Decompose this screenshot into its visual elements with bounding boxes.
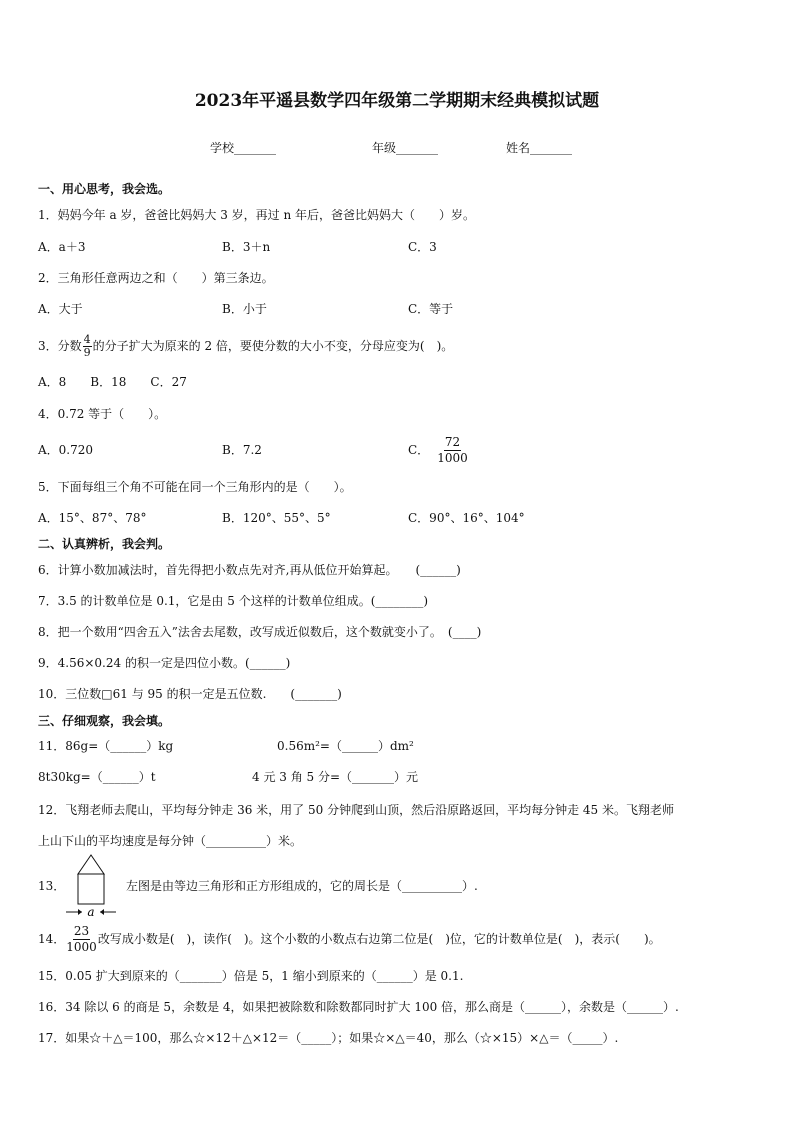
q1-option-c: C．3 (408, 240, 437, 254)
question-2: 2．三角形任意两边之和（ ）第三条边。 (38, 271, 274, 285)
q3-denominator: 9 (83, 346, 91, 359)
triangle-square-figure (62, 852, 120, 920)
figure-triangle (78, 855, 104, 874)
q2-option-a: A．大于 (38, 302, 83, 316)
section-heading-1: 一、用心思考，我会选。 (38, 182, 171, 196)
question-12-line-1: 12．飞翔老师去爬山，平均每分钟走 36 米，用了 50 分钟爬到山顶，然后沿原路返回，平均每分钟走 45 米。飞翔老师 (38, 803, 674, 817)
q2-option-c: C．等于 (408, 302, 454, 316)
question-12-line-2: 上山下山的平均速度是每分钟（__________）米。 (38, 834, 303, 848)
question-11-c: 8t30kg=（______）t (38, 770, 156, 784)
question-13: 左图是由等边三角形和正方形组成的，它的周长是（__________）. (126, 879, 478, 893)
q4-option-c (408, 432, 469, 468)
question-1: 1．妈妈今年 a 岁，爸爸比妈妈大 3 岁，再过 n 年后，爸爸比妈妈大（ ）岁。 (38, 208, 476, 222)
section-heading-3: 三、仔细观察，我会填。 (38, 714, 171, 728)
q3-options: A．8 B．18 C．27 (38, 375, 187, 389)
q1-option-a: A．a＋3 (38, 240, 86, 254)
page-title: 2023年平遥县数学四年级第二学期期末经典模拟试题 (194, 91, 600, 111)
question-17: 17．如果☆＋△＝100，那么☆×12＋△×12＝（_____）；如果☆×△＝40，那么（☆×15）×△＝（_____）. (38, 1031, 619, 1045)
question-11-b: 0.56m²=（______）dm² (277, 739, 414, 753)
question-13-number: 13． (38, 879, 66, 893)
question-9: 9．4.56×0.24 的积一定是四位小数。(______) (38, 656, 291, 670)
dimension-arrowhead-right (100, 909, 104, 915)
q2-option-b: B．小于 (222, 302, 267, 316)
q5-option-c: C．90°、16°、104° (408, 511, 525, 525)
dimension-arrowhead-left (78, 909, 82, 915)
q1-option-b: B．3＋n (222, 240, 271, 254)
question-4: 4．0.72 等于（ ）。 (38, 407, 167, 421)
q3-suffix: 的分子扩大为原来的 2 倍，要使分数的大小不变，分母应变为( )。 (92, 339, 454, 353)
q14-fraction (66, 924, 97, 955)
question-11-a: 11．86g=（______）kg (38, 739, 174, 753)
question-14 (38, 923, 661, 955)
dimension-label-a: a (87, 905, 95, 919)
question-3 (38, 331, 453, 361)
q4-c-numerator: 72 (444, 435, 461, 449)
q3-numerator: 4 (83, 333, 91, 346)
q14-numerator: 23 (73, 924, 90, 938)
question-16: 16．34 除以 6 的商是 5，余数是 4，如果把被除数和除数都同时扩大 100 倍，那么商是（______），余数是（______）. (38, 1000, 679, 1014)
question-5: 5．下面每组三个角不可能在同一个三角形内的是（ ）。 (38, 480, 352, 494)
question-6: 6．计算小数加减法时，首先得把小数点先对齐,再从低位开始算起。 (______) (38, 563, 461, 577)
q3-prefix: 3．分数 (38, 339, 82, 353)
question-7: 7．3.5 的计数单位是 0.1，它是由 5 个这样的计数单位组成。(________) (38, 594, 429, 608)
q4-option-a: A．0.720 (38, 443, 94, 457)
q4-option-c-label: C． (408, 443, 430, 457)
school-field[interactable]: 学校_______ (210, 141, 277, 155)
question-11-d: 4 元 3 角 5 分=（_______）元 (252, 770, 419, 784)
q4-c-denominator: 1000 (437, 451, 468, 465)
figure-square (78, 874, 104, 904)
question-10: 10．三位数□61 与 95 的积一定是五位数. (_______) (38, 687, 342, 701)
q5-option-a: A．15°、87°、78° (38, 511, 147, 525)
q3-fraction (83, 334, 92, 359)
question-15: 15．0.05 扩大到原来的（_______）倍是 5，1 缩小到原来的（______）是 0.1. (38, 969, 464, 983)
grade-field[interactable]: 年级_______ (372, 141, 439, 155)
q4-option-c-fraction (437, 435, 468, 466)
q5-option-b: B．120°、55°、5° (222, 511, 331, 525)
q14-suffix: 改写成小数是( )，读作( )。这个小数的小数点右边第二位是( )位，它的计数单位是( )，表示( )。 (97, 932, 661, 946)
name-field[interactable]: 姓名_______ (506, 141, 573, 155)
q14-prefix: 14． (38, 932, 66, 946)
question-8: 8．把一个数用“四舍五入”法舍去尾数，改写成近似数后，这个数就变小了。 (____) (38, 625, 482, 639)
q14-denominator: 1000 (66, 940, 97, 954)
q4-option-b: B．7.2 (222, 443, 262, 457)
section-heading-2: 二、认真辨析，我会判。 (38, 537, 171, 551)
